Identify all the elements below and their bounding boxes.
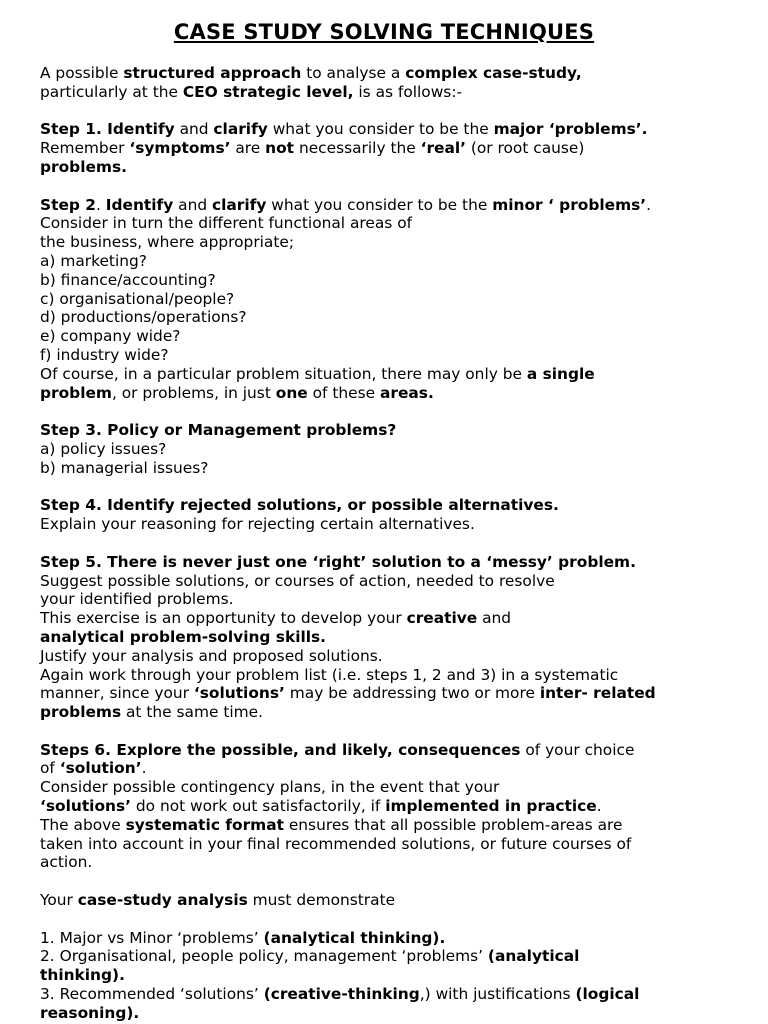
text-run: . [95,195,106,214]
text-run: A possible [40,64,124,82]
text-line [40,421,740,440]
bold-text: reasoning). [40,1003,140,1022]
text-line [40,853,740,872]
text-run: and [173,195,213,214]
blank-line [40,402,740,421]
text-line [40,947,740,966]
text-run: b) managerial issues? [40,458,209,477]
blank-line [40,872,740,891]
bold-text: (analytical thinking). [263,928,446,947]
bold-text: ‘solution’ [59,759,142,778]
text-run: 1. Major vs Minor ‘problems’ [40,928,264,947]
document-title: CASE STUDY SOLVING TECHNIQUES [173,20,595,44]
text-line [40,233,740,252]
bold-text: Step 5. There is never just one ‘right’ solution to a ‘messy’ problem. [40,552,636,571]
text-run: e) company wide? [40,327,181,346]
text-line [40,835,740,854]
text-line [40,684,740,703]
bold-text: ‘symptoms’ [129,139,231,158]
blank-line [40,478,740,497]
text-run: Consider in turn the different functional areas of [40,214,413,233]
text-line [40,196,740,215]
bold-text: clarify [212,195,267,214]
text-run: The above [40,815,126,834]
text-run: Explain your reasoning for rejecting certain alternatives. [40,515,475,534]
text-line [40,609,740,628]
text-run: (or root cause) [465,139,585,158]
text-run: Remember [40,139,130,158]
text-line [40,1004,740,1023]
text-run: what you consider to be the [267,120,494,139]
bold-text: not [265,139,295,158]
text-run: . [596,797,602,816]
text-line [40,741,740,760]
bold-text: (logical [575,985,640,1004]
text-run: manner, since your [40,684,194,703]
text-line [40,966,740,985]
bold-text: Identify [105,195,174,214]
bold-text: major ‘problems’. [493,120,648,139]
blank-line [40,102,740,121]
document-body [40,64,740,1023]
bold-text: ‘solutions’ [193,684,285,703]
text-line [40,365,740,384]
text-line [40,816,740,835]
text-line [40,158,740,177]
bold-text: Steps 6. Explore the possible, and likely, consequences [40,740,521,759]
text-line [40,384,740,403]
text-run: 2. Organisational, people policy, management ‘problems’ [40,947,488,966]
text-run: Consider possible contingency plans, in the event that your [40,778,500,797]
text-run: action. [40,853,93,872]
text-line [40,778,740,797]
bold-text: creative [406,609,478,628]
bold-text: implemented in practice [385,797,597,816]
bold-text: one [275,383,308,402]
text-line [40,929,740,948]
text-run: This exercise is an opportunity to develop your [40,609,407,628]
bold-text: (creative-thinking [263,985,420,1004]
text-run: what you consider to be the [266,195,493,214]
blank-line [40,177,740,196]
text-run: Suggest possible solutions, or courses of action, needed to resolve [40,571,555,590]
text-run: do not work out satisfactorily, if [130,797,386,816]
text-line [40,985,740,1004]
blank-line [40,910,740,929]
bold-text: CEO strategic level, [182,82,354,101]
text-line [40,797,740,816]
text-line [40,666,740,685]
text-line [40,590,740,609]
bold-text: structured approach [123,64,302,82]
text-run: 3. Recommended ‘solutions’ [40,985,264,1004]
text-run: particularly at the [40,82,183,101]
text-line [40,346,740,365]
blank-line [40,722,740,741]
text-line [40,290,740,309]
bold-text: (analytical [487,947,580,966]
text-run: d) productions/operations? [40,308,247,327]
text-line [40,459,740,478]
text-run: a) marketing? [40,251,147,270]
text-line [40,308,740,327]
text-run: is as follows:- [353,82,463,101]
text-run: the business, where appropriate; [40,233,295,252]
bold-text: Step 1. Identify [40,120,175,139]
text-run: may be addressing two or more [284,684,540,703]
bold-text: areas. [380,383,434,402]
text-run: necessarily the [294,139,421,158]
bold-text: complex case-study, [405,64,582,82]
blank-line [40,534,740,553]
text-line [40,647,740,666]
text-run: of [40,759,60,778]
text-run: Again work through your problem list (i.e. steps 1, 2 and 3) in a systematic [40,665,619,684]
bold-text: case-study analysis [77,891,248,910]
text-run: of these [307,383,380,402]
text-line [40,120,740,139]
text-run: b) finance/accounting? [40,270,216,289]
text-run: ,) with justifications [419,985,576,1004]
bold-text: analytical problem-solving skills. [40,627,327,646]
text-run: . [141,759,147,778]
text-line [40,64,740,83]
text-line [40,327,740,346]
bold-text: Step 3. Policy or Management problems? [40,421,397,440]
text-line [40,515,740,534]
text-line [40,496,740,515]
bold-text: minor ‘ problems’ [492,195,647,214]
text-line [40,440,740,459]
text-run: at the same time. [121,703,263,722]
bold-text: problems [40,703,122,722]
text-line [40,759,740,778]
text-line [40,703,740,722]
bold-text: ‘solutions’ [40,797,131,816]
text-run: a) policy issues? [40,439,167,458]
text-line [40,628,740,647]
text-line [40,553,740,572]
text-run: ensures that all possible problem-areas are [283,815,623,834]
bold-text: inter- related [539,684,656,703]
text-run: your identified problems. [40,590,234,609]
bold-text: problem [40,383,112,402]
text-run: must demonstrate [247,891,396,910]
bold-text: Step 4. Identify rejected solutions, or possible alternatives. [40,496,559,515]
text-line [40,139,740,158]
bold-text: thinking). [40,966,125,985]
text-run: of your choice [520,740,635,759]
bold-text: systematic format [125,815,284,834]
text-run: Justify your analysis and proposed solutions. [40,646,383,665]
text-run: c) organisational/people? [40,289,235,308]
text-run: and [477,609,512,628]
text-line [40,214,740,233]
text-run: , or problems, in just [111,383,276,402]
text-run: Your [40,891,78,910]
text-run: f) industry wide? [40,345,169,364]
bold-text: clarify [213,120,268,139]
text-run: . [646,195,652,214]
text-run: are [230,139,266,158]
bold-text: problems. [40,157,127,176]
text-line [40,83,740,102]
text-run: and [174,120,214,139]
text-run: to analyse a [301,64,406,82]
bold-text: a single [526,364,595,383]
text-line [40,572,740,591]
text-line [40,271,740,290]
text-run: Of course, in a particular problem situation, there may only be [40,364,527,383]
text-line [40,252,740,271]
bold-text: Step 2 [40,195,96,214]
bold-text: ‘real’ [420,139,466,158]
text-line [40,891,740,910]
text-run: taken into account in your final recommended solutions, or future courses of [40,834,632,853]
